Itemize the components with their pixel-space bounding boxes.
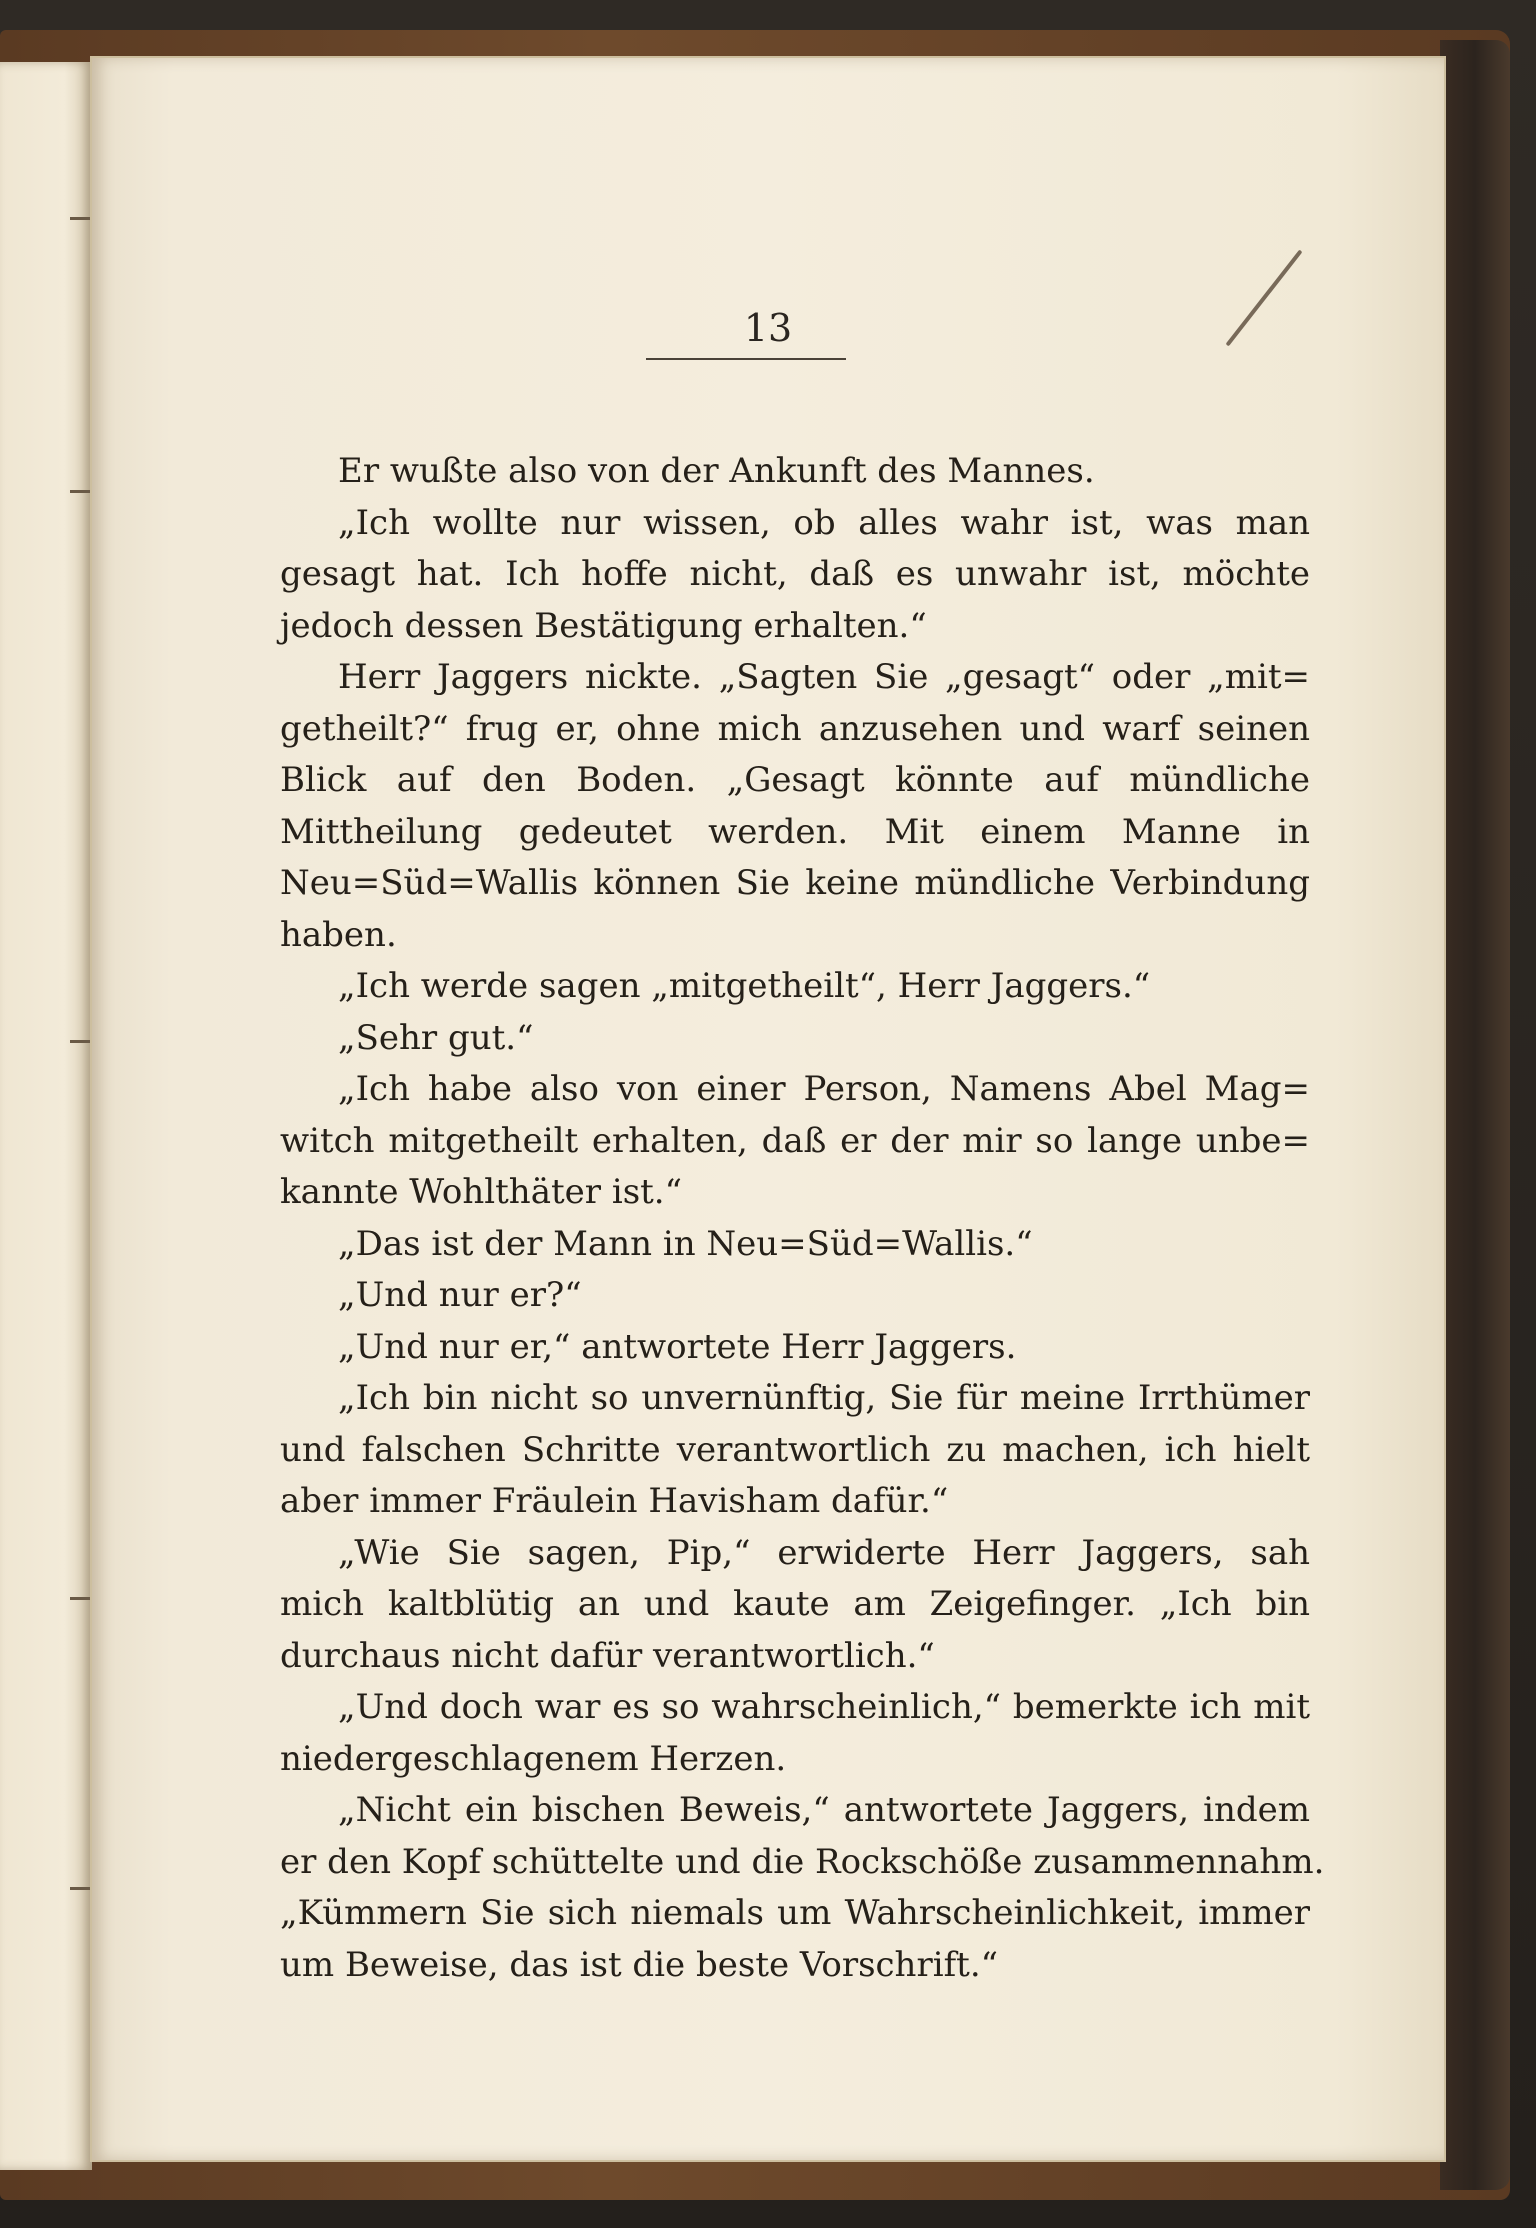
margin-tick [70,1040,92,1043]
text-line: Neu=Süd=Wallis können Sie keine mündliche Verbindung [280,863,1310,903]
text-line: und falschen Schritte verantwortlich zu machen, ich hielt [280,1429,1310,1470]
text-line: „Ich bin nicht so unvernünftig, Sie für meine Irrthümer [338,1378,1310,1418]
text-line: er den Kopf schüttelte und die Rockschöße zusammennahm. [280,1841,1325,1882]
body-text [280,446,1325,1991]
text-line: aber immer Fräulein Havisham dafür.“ [280,1481,949,1521]
text-line: durchaus nicht dafür verantwortlich.“ [280,1635,935,1676]
book-spine-edge [1440,40,1510,2190]
text-line: mich kaltblütig an und kaute am Zeigefinger. „Ich bin [280,1584,1310,1624]
text-line: „Das ist der Mann in Neu=Süd=Wallis.“ [338,1223,1033,1264]
margin-tick [70,490,92,493]
text-line: gesagt hat. Ich hoffe nicht, daß es unwahr ist, möchte [280,554,1310,594]
text-line: Mittheilung gedeutet werden. Mit einem Manne in [280,811,1310,852]
text-line: „Und nur er?“ [338,1275,582,1315]
text-line: „Ich habe also von einer Person, Namens Abel Mag= [338,1069,1310,1109]
book-page [92,58,1444,2160]
text-line: jedoch dessen Bestätigung erhalten.“ [280,605,927,646]
text-line: „Und doch war es so wahrscheinlich,“ bemerkte ich mit [338,1687,1310,1727]
text-line: niedergeschlagenem Herzen. [280,1738,787,1779]
text-line: „Ich werde sagen „mitgetheilt“, Herr Jaggers.“ [338,966,1151,1006]
text-line: „Ich wollte nur wissen, ob alles wahr ist, was man [338,502,1310,543]
text-line: „Und nur er,“ antwortete Herr Jaggers. [338,1326,1017,1367]
margin-tick [70,1887,92,1890]
margin-tick [70,217,92,220]
left-page-edge [0,62,92,2170]
text-line: „Wie Sie sagen, Pip,“ erwiderte Herr Jaggers, sah [338,1532,1310,1573]
text-line: haben. [280,914,397,955]
text-line: „Nicht ein bischen Beweis,“ antwortete Jaggers, indem [338,1790,1310,1830]
text-line: witch mitgetheilt erhalten, daß er der mir so lange unbe= [280,1120,1310,1161]
text-line: Blick auf den Boden. „Gesagt könnte auf mündliche [280,760,1310,800]
text-line: getheilt?“ frug er, ohne mich anzusehen und warf seinen [280,708,1310,749]
text-line: kannte Wohlthäter ist.“ [280,1172,682,1212]
text-line: Er wußte also von der Ankunft des Mannes. [338,451,1095,491]
text-line: „Sehr gut.“ [338,1017,534,1058]
margin-tick [70,1597,92,1600]
page-number: 13 [743,306,793,350]
text-line: „Kümmern Sie sich niemals um Wahrscheinlichkeit, immer [280,1893,1310,1933]
text-line: Herr Jaggers nickte. „Sagten Sie „gesagt“ oder „mit= [338,657,1310,697]
text-line: um Beweise, das ist die beste Vorschrift.“ [280,1944,999,1985]
header-rule [646,358,846,360]
